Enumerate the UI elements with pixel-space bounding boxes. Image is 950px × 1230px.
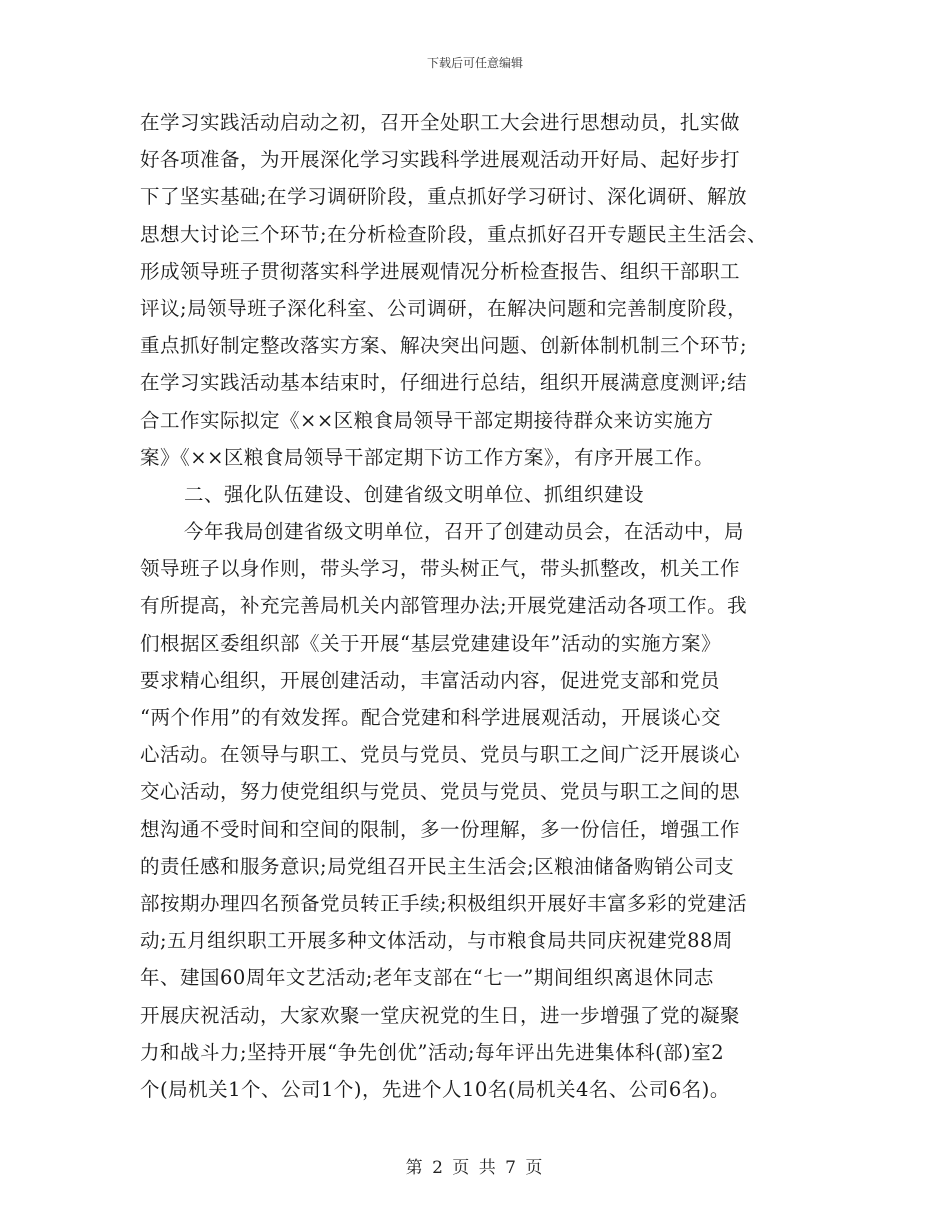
text-line: 们根据区委组织部《关于开展“基层党建建设年”活动的实施方案》 [140,631,721,655]
text-line: 的责任感和服务意识;局党组召开民主生活会;区粮油储备购销公司支 [140,854,735,878]
page-header: 下载后可任意编辑 [426,56,523,70]
text-line: 个(局机关1个、公司1个)，先进个人10名(局机关4名、公司6名)。 [140,1077,730,1101]
text-line: 有所提高，补充完善局机关内部管理办法;开展党建活动各项工作。我 [140,594,748,618]
text-line: 合工作实际拟定《××区粮食局领导干部定期接待群众来访实施方 [140,408,714,432]
document-body [140,104,820,1108]
section-heading: 二、强化队伍建设、创建省级文明单位、抓组织建设 [184,482,645,506]
text-line: “两个作用”的有效发挥。配合党建和科学进展观活动，开展谈心交 [140,706,721,729]
text-line: 在学习实践活动基本结束时，仔细进行总结，组织开展满意度测评;结 [140,371,748,395]
text-line: 在学习实践活动启动之初，召开全处职工大会进行思想动员，扎实做 [140,111,741,134]
text-line: 好各项准备，为开展深化学习实践科学进展观活动开好局、起好步打 [140,148,741,172]
text-line: 动;五月组织职工开展多种文体活动，与市粮食局共同庆祝建党88周 [140,929,733,953]
text-line: 年、建国60周年文艺活动;老年支部在“七一”期间组织离退休同志 [140,966,714,990]
page-number-footer: 第 2 页 共 7 页 [405,1158,545,1178]
text-line: 开展庆祝活动，大家欢聚一堂庆祝党的生日，进一步增强了党的凝聚 [140,1003,741,1027]
text-line: 案》《××区粮食局领导干部定期下访工作方案》，有序开展工作。 [140,445,715,469]
text-line: 评议;局领导班子深化科室、公司调研，在解决问题和完善制度阶段， [140,296,748,320]
paragraph-1 [140,104,820,476]
text-line: 部按期办理四名预备党员转正手续;积极组织开展好丰富多彩的党建活 [140,891,748,915]
text-line: 重点抓好制定整改落实方案、解决突出问题、创新体制机制三个环节; [140,334,748,358]
text-line: 交心活动，努力使党组织与党员、党员与党员、党员与职工之间的思 [140,780,741,804]
text-line: 要求精心组织，开展创建活动，丰富活动内容，促进党支部和党员 [140,668,721,692]
text-line: 下了坚实基础;在学习调研阶段，重点抓好学习研讨、深化调研、解放 [140,185,748,209]
text-line: 今年我局创建省级文明单位，召开了创建动员会，在活动中，局 [184,520,745,544]
text-line: 想沟通不受时间和空间的限制，多一份理解，多一份信任，增强工作 [140,817,741,841]
text-line: 思想大讨论三个环节;在分析检查阶段，重点抓好召开专题民主生活会、 [140,222,768,246]
text-line: 力和战斗力;坚持开展“争先创优”活动;每年评出先进集体科(部)室2 [140,1040,725,1064]
text-line: 形成领导班子贯彻落实科学进展观情况分析检查报告、组织干部职工 [140,259,741,283]
paragraph-2 [140,513,820,1108]
text-line: 心活动。在领导与职工、党员与党员、党员与职工之间广泛开展谈心 [140,743,741,767]
text-line: 领导班子以身作则，带头学习，带头树正气，带头抓整改，机关工作 [140,557,741,581]
